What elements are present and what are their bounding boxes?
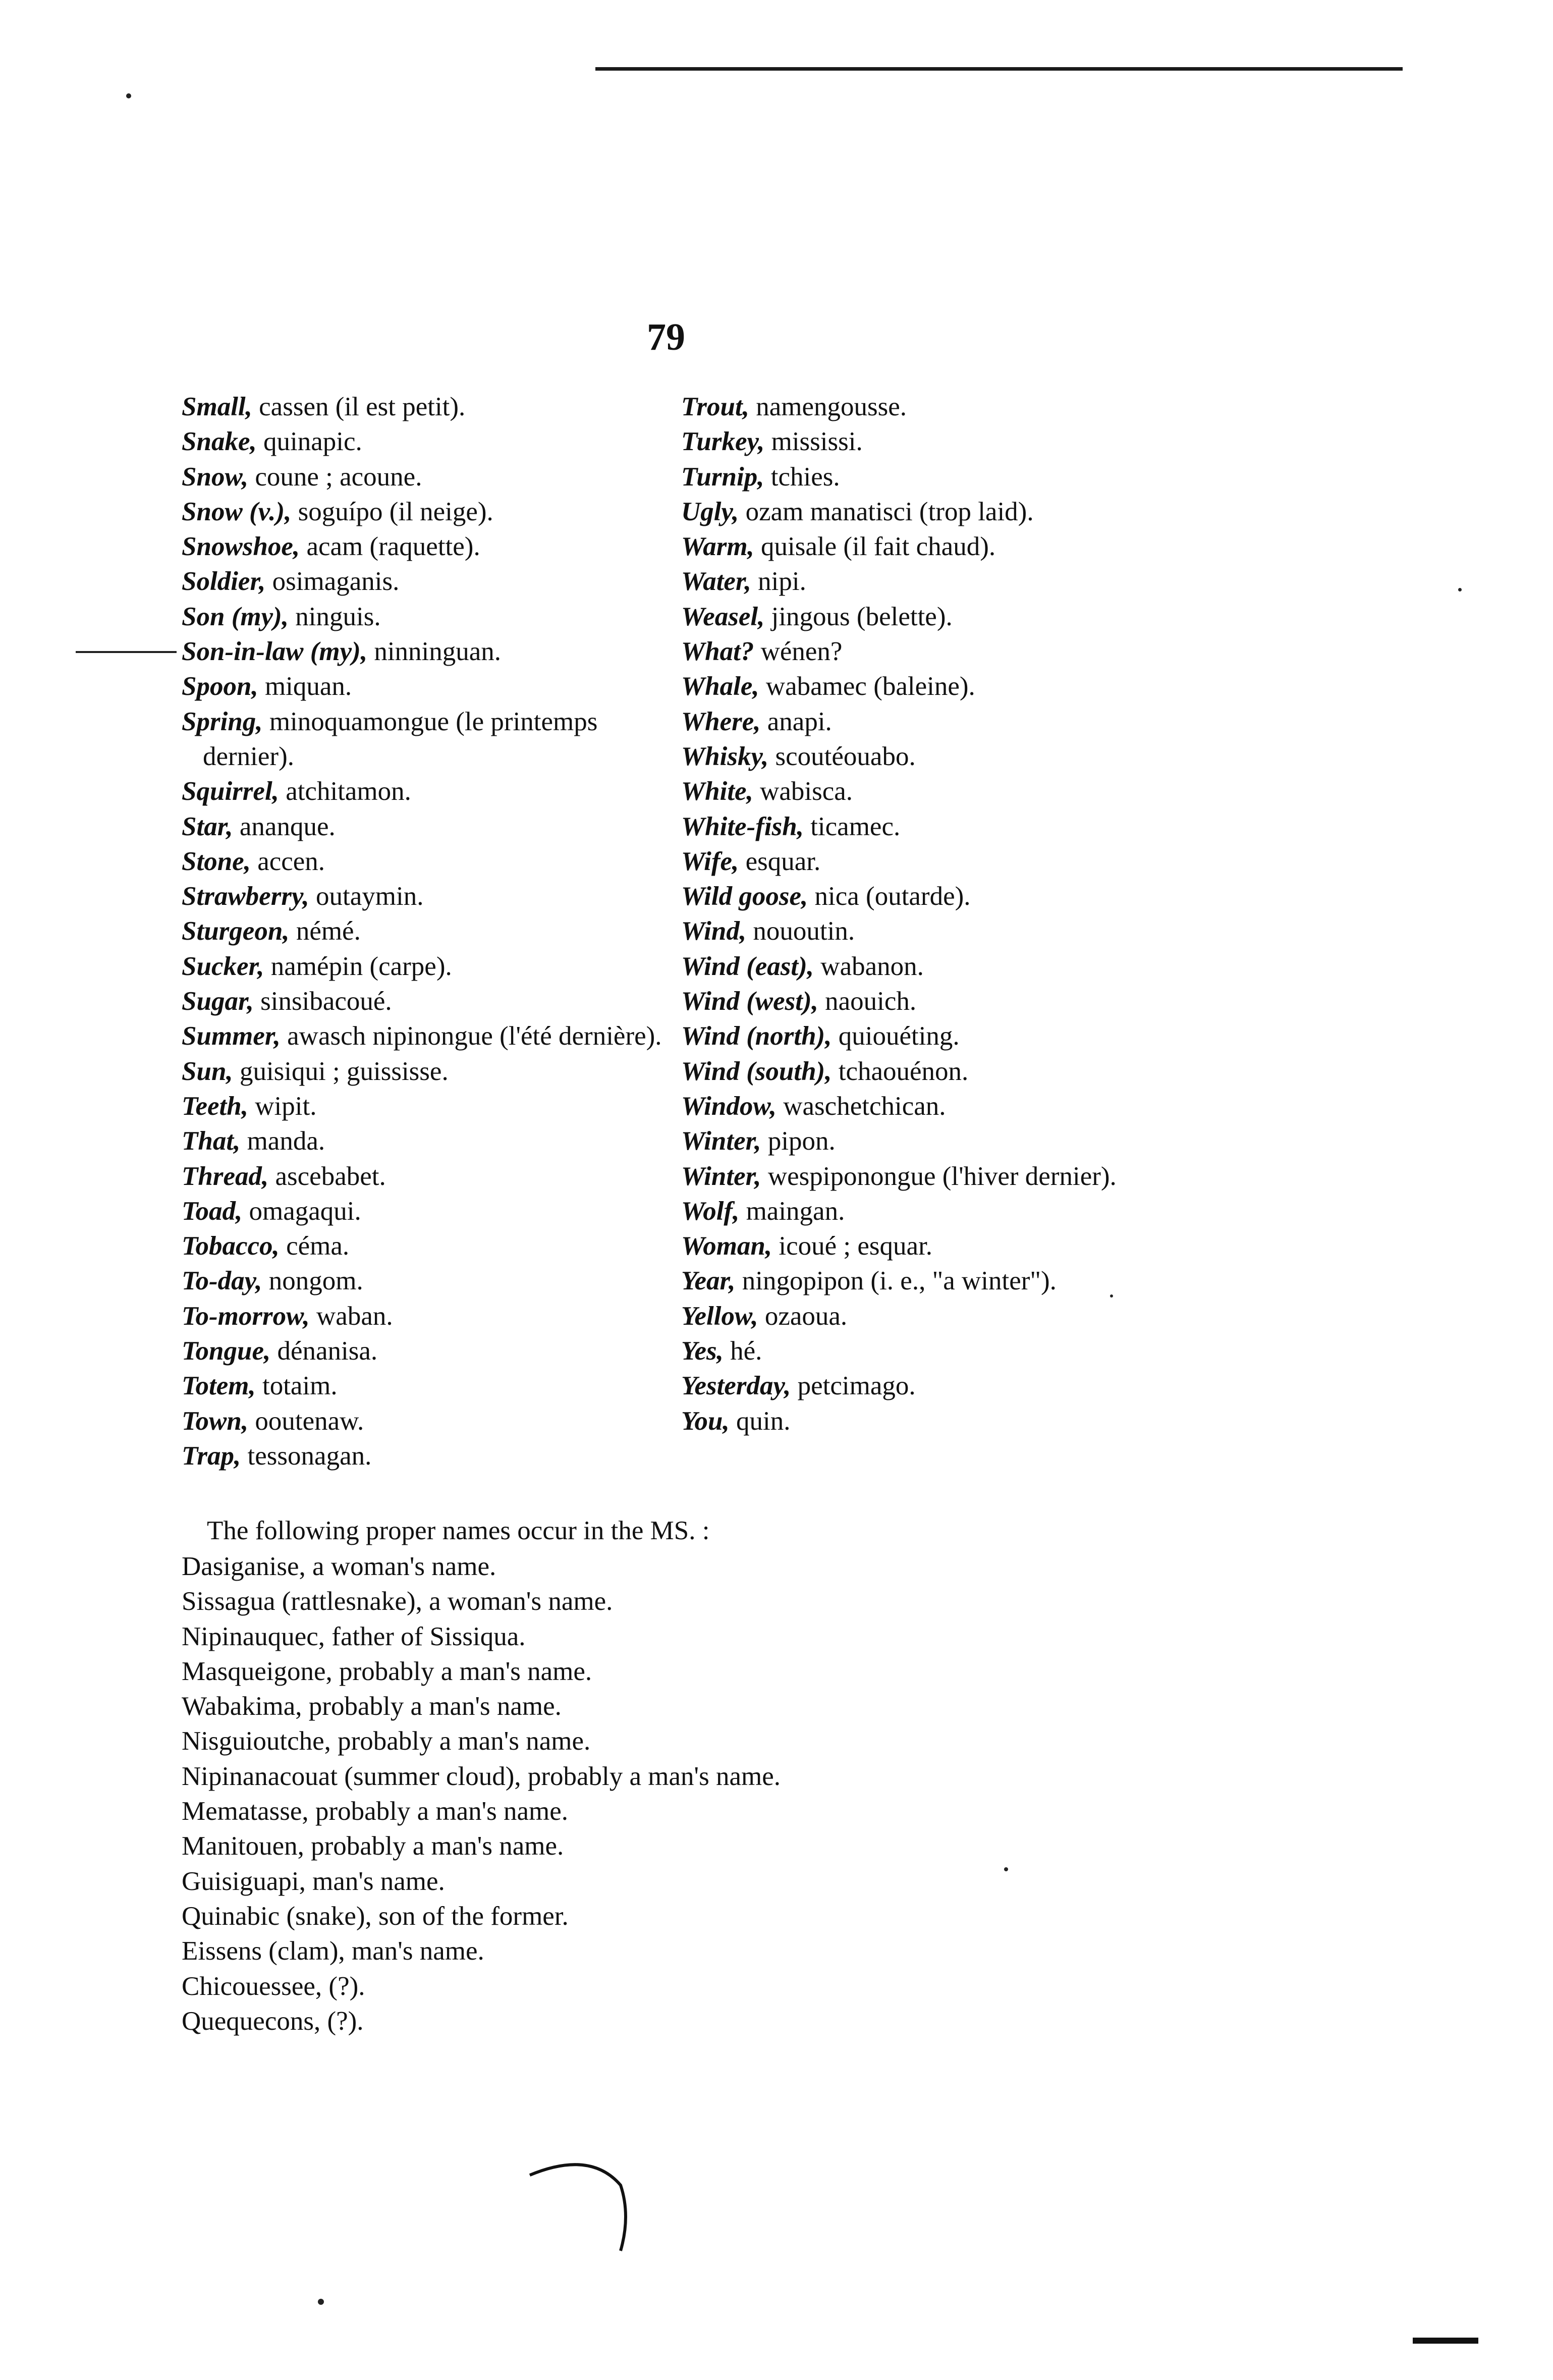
- entry-definition: ooutenaw.: [248, 1406, 364, 1436]
- entry-term: Snowshoe,: [182, 532, 300, 562]
- speck: [126, 93, 131, 98]
- entry-term: Spring,: [182, 707, 263, 736]
- vocabulary-entry: [182, 424, 666, 459]
- entry-definition: sinsibacoué.: [253, 987, 392, 1016]
- speck: [1458, 588, 1462, 591]
- entry-definition: manda.: [240, 1126, 325, 1156]
- entry-term: Yesterday,: [681, 1371, 791, 1401]
- entry-term: Wind,: [681, 916, 747, 946]
- entry-term: Son (my),: [182, 602, 289, 631]
- vocabulary-entry: [681, 774, 1216, 809]
- entry-definition: tessonagan.: [241, 1441, 372, 1471]
- speck: [1004, 1867, 1008, 1871]
- vocabulary-entry: [681, 529, 1216, 564]
- speck: [1110, 1294, 1113, 1297]
- entry-term: Sucker,: [182, 951, 264, 981]
- vocabulary-entry: [182, 495, 666, 529]
- entry-definition: nica (outarde).: [808, 882, 971, 911]
- vocabulary-entry: [681, 1194, 1216, 1229]
- vocabulary-entry: [182, 1089, 666, 1124]
- entry-definition: soguípo (il neige).: [291, 497, 493, 526]
- entry-term: Winter,: [681, 1126, 761, 1156]
- entry-definition: ozaoua.: [758, 1301, 848, 1331]
- vocabulary-entry: [681, 1299, 1216, 1334]
- entry-term: Totem,: [182, 1371, 256, 1401]
- entry-definition: totaim.: [255, 1371, 338, 1401]
- entry-term: Turnip,: [681, 462, 764, 492]
- entry-definition: nongom.: [262, 1266, 363, 1296]
- entry-definition: cassen (il est petit).: [252, 392, 466, 421]
- entry-term: Sturgeon,: [182, 916, 290, 946]
- entry-definition: wabanon.: [814, 951, 924, 981]
- vocabulary-entry: [182, 774, 666, 809]
- entry-definition: quisale (il fait chaud).: [754, 532, 996, 562]
- vocabulary-entry: [681, 705, 1216, 739]
- entry-definition: accen.: [250, 846, 325, 876]
- entry-term: Wind (west),: [681, 987, 818, 1016]
- vocabulary-entry: [182, 1054, 666, 1089]
- entry-definition: némé.: [289, 916, 361, 946]
- vocabulary-entry: [681, 1054, 1216, 1089]
- entry-definition: namengousse.: [749, 392, 907, 421]
- vocabulary-entry: [182, 1299, 666, 1334]
- proper-name-entry: Dasiganise, a woman's name.: [182, 1552, 496, 1581]
- vocabulary-entry: [681, 809, 1216, 844]
- entry-term: Wind (east),: [681, 951, 814, 981]
- entry-definition: wespiponongue (l'hiver dernier).: [761, 1161, 1117, 1191]
- vocabulary-entry: [182, 705, 666, 775]
- curved-mark: [520, 2155, 641, 2276]
- entry-definition: waban.: [309, 1301, 393, 1331]
- entry-definition: waschetchican.: [777, 1091, 946, 1121]
- vocabulary-entry: [681, 1264, 1216, 1299]
- proper-name-entry: Quequecons, (?).: [182, 2006, 364, 2036]
- vocabulary-entry: [681, 1124, 1216, 1159]
- entry-definition: outaymin.: [309, 882, 424, 911]
- entry-term: Water,: [681, 567, 751, 597]
- entry-term: Whale,: [681, 672, 759, 701]
- proper-name-entry: Eissens (clam), man's name.: [182, 1936, 484, 1966]
- vocabulary-entry: [681, 1404, 1216, 1439]
- entry-definition: petcimago.: [791, 1371, 916, 1401]
- entry-term: Small,: [182, 392, 252, 421]
- entry-definition: pipon.: [761, 1126, 836, 1156]
- entry-definition: quinapic.: [256, 427, 362, 457]
- vocabulary-entry: [681, 600, 1216, 634]
- vocabulary-entry: [681, 564, 1216, 599]
- entry-definition: wabisca.: [753, 777, 853, 806]
- proper-name-entry: Quinabic (snake), son of the former.: [182, 1901, 569, 1931]
- entry-term: That,: [182, 1126, 241, 1156]
- entry-term: Sugar,: [182, 987, 254, 1016]
- entry-definition: wénen?: [754, 637, 843, 667]
- entry-definition: ninninguan.: [367, 637, 502, 667]
- vocabulary-entry: [182, 809, 666, 844]
- vocabulary-entry: [182, 879, 666, 914]
- entry-definition: ascebabet.: [268, 1161, 386, 1191]
- entry-term: Tobacco,: [182, 1231, 280, 1261]
- entry-term: Wind (north),: [681, 1021, 832, 1051]
- vocabulary-entry: [182, 1404, 666, 1439]
- vocabulary-entry: [182, 460, 666, 495]
- proper-name-entry: Wabakima, probably a man's name.: [182, 1692, 562, 1721]
- vocabulary-entry: [182, 1439, 666, 1474]
- proper-name-entry: Nisguioutche, probably a man's name.: [182, 1726, 591, 1756]
- entry-definition: wabamec (baleine).: [759, 672, 975, 701]
- entry-term: To-morrow,: [182, 1301, 310, 1331]
- page-number: 79: [647, 316, 685, 358]
- entry-definition: ninguis.: [289, 602, 381, 631]
- entry-term: Yes,: [681, 1336, 724, 1366]
- entry-term: Wife,: [681, 846, 739, 876]
- entry-definition: dénanisa.: [270, 1336, 378, 1366]
- entry-term: Thread,: [182, 1161, 269, 1191]
- entry-definition: atchitamon.: [279, 777, 411, 806]
- entry-term: Son-in-law (my),: [182, 637, 368, 667]
- vocabulary-entry: [681, 424, 1216, 459]
- entry-term: Woman,: [681, 1231, 772, 1261]
- vocabulary-entry: [681, 949, 1216, 984]
- entry-term: Window,: [681, 1091, 777, 1121]
- entry-definition: céma.: [279, 1231, 350, 1261]
- entry-definition: ningopipon (i. e., "a winter").: [735, 1266, 1057, 1296]
- entry-definition: scoutéouabo.: [768, 741, 916, 771]
- entry-term: Spoon,: [182, 672, 258, 701]
- entry-definition: nououtin.: [746, 916, 855, 946]
- vocabulary-entry: [681, 1019, 1216, 1054]
- entry-definition: coune ; acoune.: [248, 462, 422, 492]
- entry-definition: icoué ; esquar.: [772, 1231, 933, 1261]
- entry-term: Wild goose,: [681, 882, 808, 911]
- vocabulary-entry: [681, 460, 1216, 495]
- vocabulary-entry: [681, 739, 1216, 774]
- vocabulary-entry: [681, 390, 1216, 424]
- entry-term: Summer,: [182, 1021, 281, 1051]
- entry-term: Snake,: [182, 427, 257, 457]
- entry-term: Star,: [182, 812, 233, 841]
- entry-term: White-fish,: [681, 812, 804, 841]
- entry-term: Weasel,: [681, 602, 765, 631]
- entry-term: Yellow,: [681, 1301, 758, 1331]
- vocabulary-entry: [182, 1194, 666, 1229]
- entry-definition: esquar.: [739, 846, 821, 876]
- vocabulary-entry: [182, 1124, 666, 1159]
- entry-term: What?: [681, 637, 754, 667]
- proper-name-entry: Sissagua (rattlesnake), a woman's name.: [182, 1587, 613, 1616]
- entry-term: Strawberry,: [182, 882, 309, 911]
- entry-definition: awasch nipinongue (l'été dernière).: [280, 1021, 662, 1051]
- entry-term: Wolf,: [681, 1196, 740, 1226]
- entry-term: Sun,: [182, 1056, 233, 1086]
- entry-term: Squirrel,: [182, 777, 279, 806]
- vocabulary-entry: [681, 1369, 1216, 1403]
- entry-definition: quin.: [729, 1406, 791, 1436]
- vocabulary-entry: [182, 1019, 666, 1054]
- entry-definition: guisiqui ; guississe.: [233, 1056, 449, 1086]
- vocabulary-entry: [681, 1089, 1216, 1124]
- entry-definition: anapi.: [760, 707, 832, 736]
- entry-term: Turkey,: [681, 427, 765, 457]
- entry-definition: osimaganis.: [265, 567, 400, 597]
- entry-term: Wind (south),: [681, 1056, 832, 1086]
- vocabulary-entry: [182, 844, 666, 879]
- vocabulary-entry: [182, 1264, 666, 1299]
- entry-term: Town,: [182, 1406, 249, 1436]
- vocabulary-entry: [681, 669, 1216, 704]
- entry-definition: minoquamongue (le printemps dernier).: [203, 707, 598, 771]
- entry-definition: omagaqui.: [242, 1196, 361, 1226]
- entry-definition: ticamec.: [803, 812, 901, 841]
- right-vocabulary-column: [681, 390, 1216, 1439]
- entry-definition: miquan.: [258, 672, 352, 701]
- top-rule: [595, 67, 1403, 71]
- entry-term: Soldier,: [182, 567, 266, 597]
- speck: [318, 2299, 324, 2305]
- entry-term: Trap,: [182, 1441, 241, 1471]
- entry-term: Whisky,: [681, 741, 769, 771]
- entry-term: Tongue,: [182, 1336, 271, 1366]
- entry-definition: tchaouénon.: [831, 1056, 969, 1086]
- entry-term: Warm,: [681, 532, 754, 562]
- entry-term: Snow,: [182, 462, 249, 492]
- entry-term: Teeth,: [182, 1091, 249, 1121]
- vocabulary-entry: [182, 914, 666, 949]
- entry-term: Year,: [681, 1266, 736, 1296]
- entry-definition: quiouéting.: [831, 1021, 960, 1051]
- entry-definition: ozam manatisci (trop laid).: [739, 497, 1034, 526]
- vocabulary-entry: [182, 949, 666, 984]
- proper-names-list: [182, 1549, 1090, 2039]
- vocabulary-entry: [681, 984, 1216, 1019]
- proper-name-entry: Masqueigone, probably a man's name.: [182, 1656, 592, 1686]
- proper-name-entry: Nipinauquec, father of Sissiqua.: [182, 1621, 526, 1651]
- entry-term: Stone,: [182, 846, 251, 876]
- vocabulary-entry: [182, 529, 666, 564]
- entry-term: Toad,: [182, 1196, 243, 1226]
- vocabulary-entry: [681, 914, 1216, 949]
- entry-term: Ugly,: [681, 497, 739, 526]
- vocabulary-entry: [182, 1369, 666, 1403]
- vocabulary-entry: [681, 1229, 1216, 1264]
- entry-term: Where,: [681, 707, 761, 736]
- entry-definition: tchies.: [764, 462, 840, 492]
- proper-name-entry: Guisiguapi, man's name.: [182, 1866, 445, 1896]
- entry-definition: naouich.: [818, 987, 917, 1016]
- vocabulary-entry: [182, 669, 666, 704]
- vocabulary-entry: [681, 1334, 1216, 1369]
- entry-term: White,: [681, 777, 753, 806]
- vocabulary-entry: [182, 600, 666, 634]
- entry-term: Trout,: [681, 392, 749, 421]
- proper-name-entry: Manitouen, probably a man's name.: [182, 1831, 564, 1861]
- vocabulary-entry: [681, 879, 1216, 914]
- proper-name-entry: Mematasse, probably a man's name.: [182, 1797, 569, 1826]
- entry-definition: hé.: [723, 1336, 762, 1366]
- entry-definition: jingous (belette).: [764, 602, 953, 631]
- vocabulary-entry: [182, 984, 666, 1019]
- vocabulary-entry: [182, 1334, 666, 1369]
- entry-term: To-day,: [182, 1266, 262, 1296]
- proper-name-entry: Nipinanacouat (summer cloud), probably a man's name.: [182, 1761, 781, 1791]
- entry-definition: namépin (carpe).: [264, 951, 452, 981]
- proper-name-entry: Chicouessee, (?).: [182, 1971, 365, 2001]
- entry-term: Winter,: [681, 1161, 761, 1191]
- entry-definition: maingan.: [739, 1196, 845, 1226]
- proper-names-intro: The following proper names occur in the MS. :: [207, 1516, 710, 1545]
- vocabulary-entry: [182, 1159, 666, 1194]
- entry-definition: ananque.: [233, 812, 336, 841]
- left-vocabulary-column: [182, 390, 666, 1474]
- vocabulary-entry: [182, 390, 666, 424]
- vocabulary-entry: [681, 495, 1216, 529]
- vocabulary-entry: [182, 564, 666, 599]
- vocabulary-entry: [681, 844, 1216, 879]
- vocabulary-entry: [681, 634, 1216, 669]
- entry-term: Snow (v.),: [182, 497, 292, 526]
- vocabulary-entry: [182, 634, 666, 669]
- margin-mark: [1413, 2338, 1478, 2344]
- entry-definition: acam (raquette).: [300, 532, 480, 562]
- entry-term: You,: [681, 1406, 730, 1436]
- entry-definition: nipi.: [751, 567, 806, 597]
- entry-definition: mississi.: [764, 427, 863, 457]
- margin-pointer-line: [76, 651, 177, 653]
- vocabulary-entry: [681, 1159, 1216, 1194]
- entry-definition: wipit.: [248, 1091, 317, 1121]
- vocabulary-entry: [182, 1229, 666, 1264]
